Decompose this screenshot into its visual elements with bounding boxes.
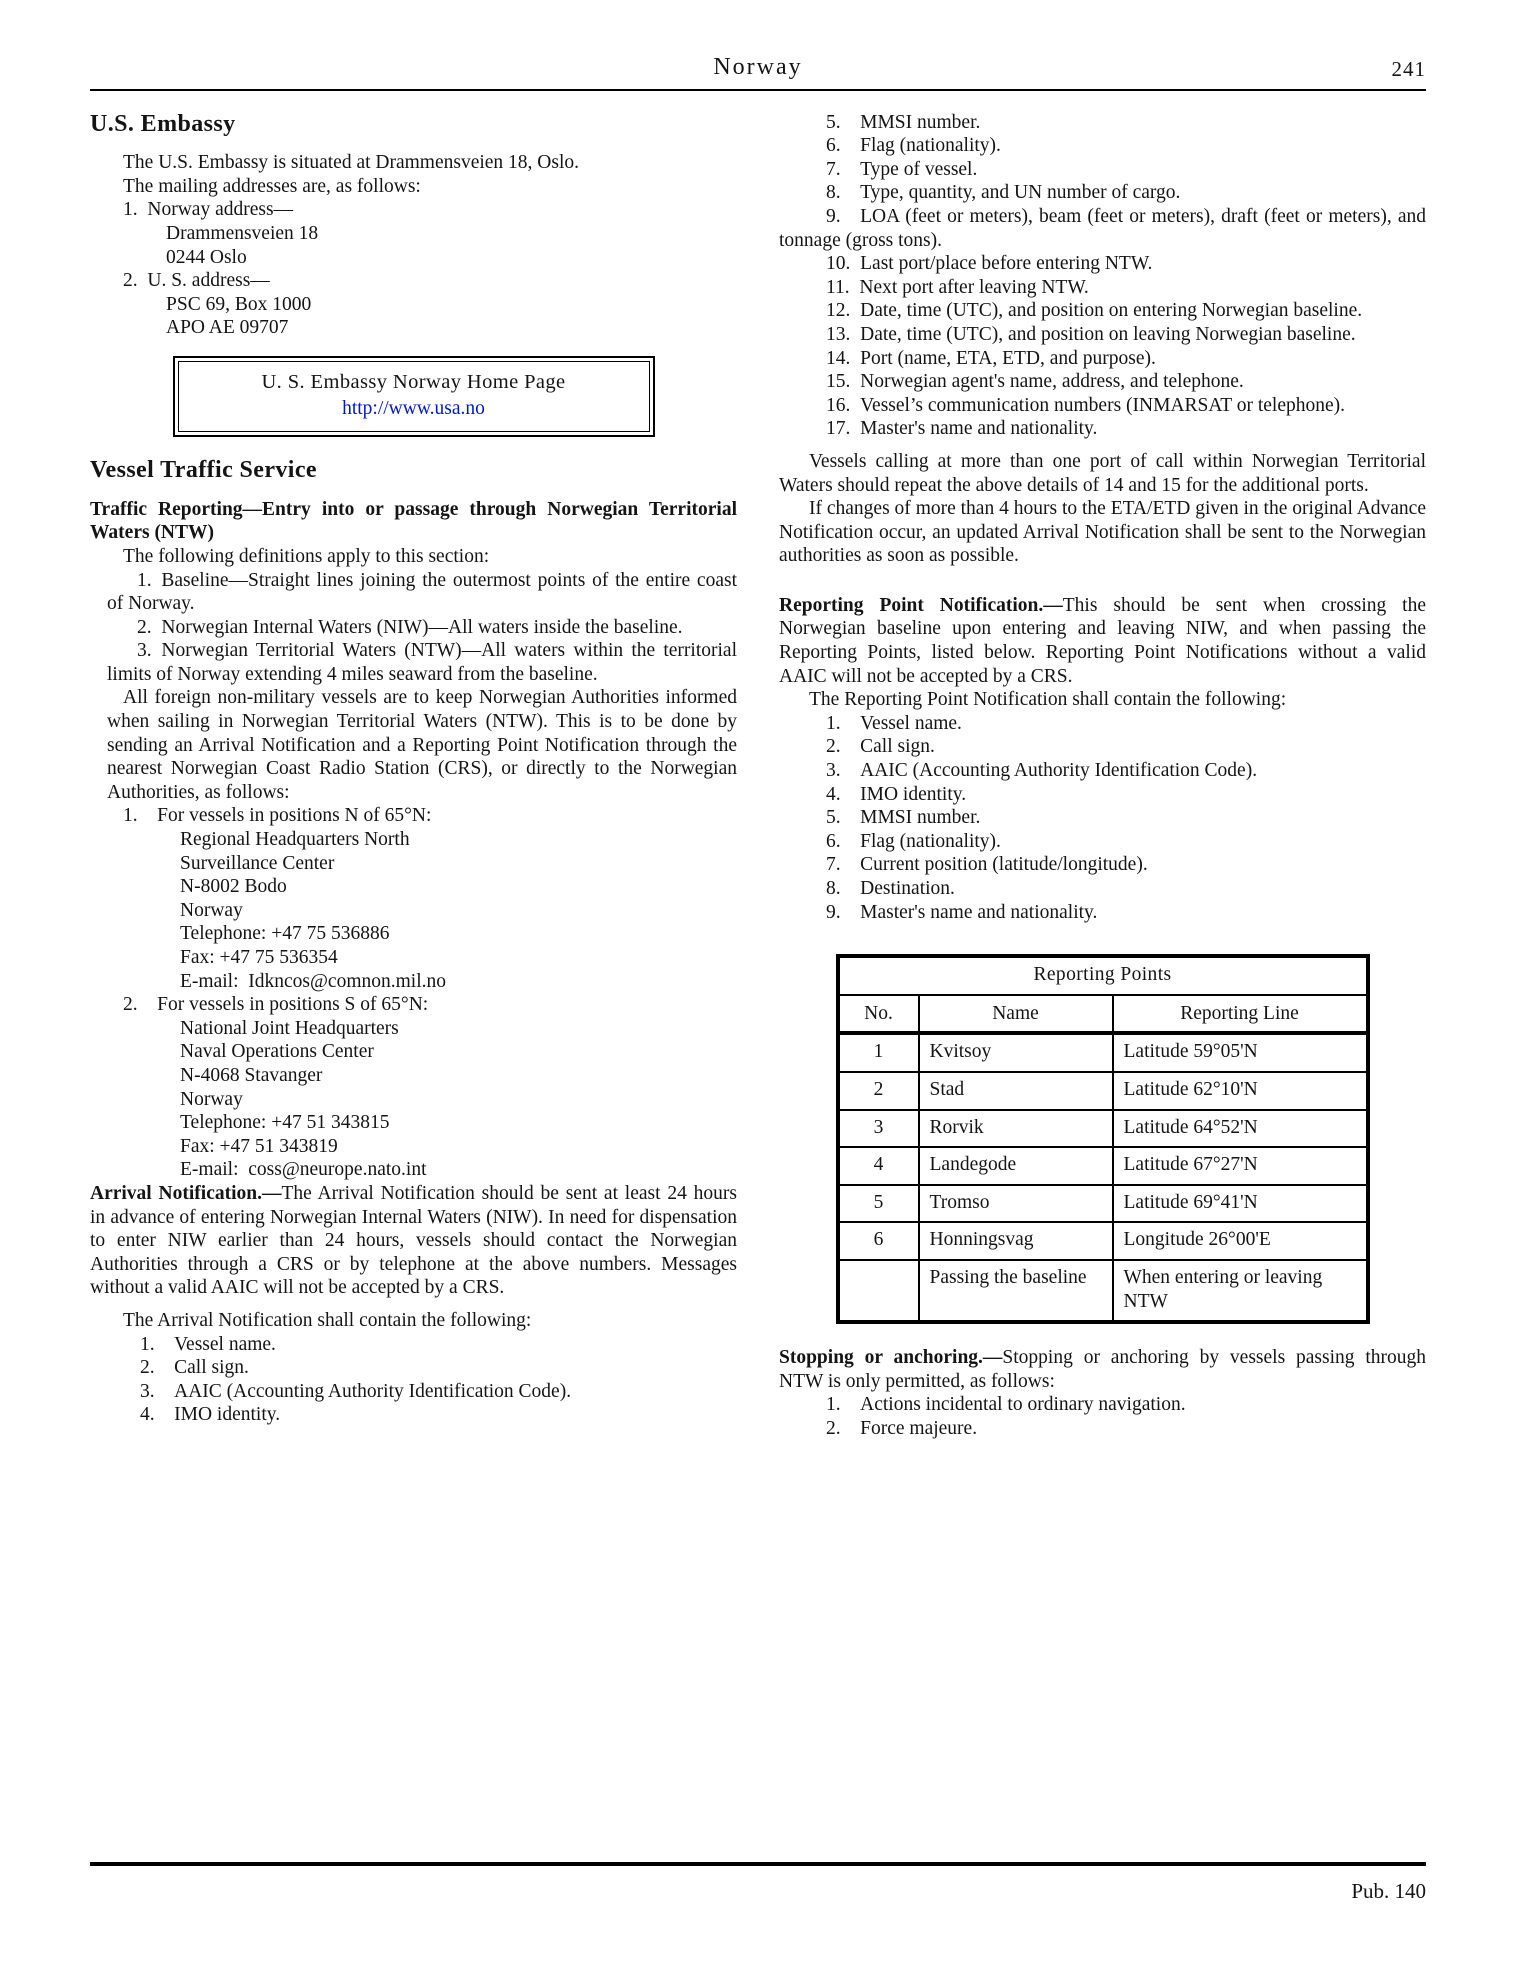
- page-header: [90, 56, 1426, 80]
- footer-publication-number: Pub. 140: [1351, 1879, 1426, 1903]
- embassy-homepage-box: [173, 356, 655, 437]
- embassy-address1-line: 0244 Oslo: [166, 246, 247, 268]
- embassy-heading: U.S. Embassy: [90, 110, 236, 137]
- page-number: 241: [1391, 57, 1426, 81]
- cell-no: 2: [838, 1072, 919, 1110]
- cell-reporting-line: Latitude 59°05'N: [1113, 1033, 1368, 1072]
- stopping-item: 1. Actions incidental to ordinary navigation.: [826, 1394, 1186, 1416]
- contact-south-line: Fax: +47 51 343819: [180, 1135, 338, 1157]
- reporting-point-item: 4. IMO identity.: [826, 783, 967, 805]
- arrival-item: 15. Norwegian agent's name, address, and telephone.: [826, 371, 1244, 393]
- reporting-point-text: This should be sent when crossing the Norwegian baseline upon entering and leaving NIW, and when passing the Reporting Points, listed below. Reporting Point Notifications without a valid AAIC will not be accepted by a CRS.: [779, 594, 1427, 687]
- embassy-address2-label: 2. U. S. address—: [123, 270, 270, 292]
- cell-no: 1: [838, 1033, 919, 1072]
- reporting-point-item: 9. Master's name and nationality.: [826, 901, 1098, 923]
- reporting-point-item: 6. Flag (nationality).: [826, 830, 1001, 852]
- arrival-notification-lead: Arrival Notification.—: [90, 1182, 282, 1204]
- cell-reporting-line: Longitude 26°00'E: [1113, 1222, 1368, 1260]
- reporting-points-table: [836, 954, 1370, 1324]
- arrival-item: 17. Master's name and nationality.: [826, 418, 1098, 440]
- cell-reporting-line: Latitude 62°10'N: [1113, 1072, 1368, 1110]
- reporting-point-lead: Reporting Point Notification.—: [779, 594, 1063, 616]
- cell-reporting-line: When entering or leaving NTW: [1113, 1260, 1368, 1322]
- arrival-item: 13. Date, time (UTC), and position on leaving Norwegian baseline.: [826, 323, 1356, 345]
- cell-no: 3: [838, 1110, 919, 1148]
- reporting-points-table-title: Reporting Points: [838, 956, 1368, 995]
- table-title-row: [838, 956, 1368, 995]
- arrival-item: 1. Vessel name.: [140, 1333, 276, 1355]
- contact-south-line: Norway: [180, 1088, 243, 1110]
- arrival-item: 12. Date, time (UTC), and position on entering Norwegian baseline.: [826, 300, 1363, 322]
- arrival-item: 2. Call sign.: [140, 1357, 249, 1379]
- table-header-row: [838, 995, 1368, 1034]
- embassy-homepage-box-inner: [178, 361, 650, 432]
- arrival-item: 4. IMO identity.: [140, 1404, 281, 1426]
- stopping-item: 2. Force majeure.: [826, 1417, 978, 1439]
- embassy-intro-line2: The mailing addresses are, as follows:: [123, 175, 421, 197]
- table-row: [838, 1185, 1368, 1223]
- stopping-text: Stopping or anchoring by vessels passing through NTW is only permitted, as follows:: [779, 1347, 1426, 1392]
- stopping-para: [779, 1346, 1426, 1393]
- arrival-item: 5. MMSI number.: [826, 111, 981, 133]
- contact-north-email: E-mail: Idkncos@comnon.mil.no: [180, 970, 447, 992]
- arrival-item: 10. Last port/place before entering NTW.: [826, 253, 1153, 275]
- vts-heading: Vessel Traffic Service: [90, 457, 317, 484]
- table-row: [838, 1072, 1368, 1110]
- cell-name: Stad: [919, 1072, 1113, 1110]
- arrival-item: 16. Vessel’s communication numbers (INMARSAT or telephone).: [826, 394, 1346, 416]
- stopping-lead: Stopping or anchoring.—: [779, 1347, 1003, 1369]
- cell-name: Kvitsoy: [919, 1033, 1113, 1072]
- table-row: [838, 1147, 1368, 1185]
- vts-general-para: All foreign non-military vessels are to keep Norwegian Authorities informed when sailing in Norwegian Territorial Waters (NTW). This is to be done by sending an Arrival Notification and a Reporting Point Notification through the nearest Norwegian Coast Radio Station (CRS), or directly to the Norwegian Authorities, as follows:: [107, 687, 737, 803]
- arrival-item: 8. Type, quantity, and UN number of cargo.: [826, 182, 1181, 204]
- contact-south-line: Telephone: +47 51 343815: [180, 1112, 390, 1134]
- reporting-point-item: 7. Current position (latitude/longitude).: [826, 854, 1148, 876]
- reporting-point-contains-intro: The Reporting Point Notification shall contain the following:: [809, 689, 1287, 711]
- contact-north-line: Surveillance Center: [180, 852, 335, 874]
- contact-south-line: N-4068 Stavanger: [180, 1064, 323, 1086]
- cell-no: 6: [838, 1222, 919, 1260]
- contact-north-label: 1. For vessels in positions N of 65°N:: [123, 805, 432, 827]
- cell-name: Honningsvag: [919, 1222, 1113, 1260]
- cell-reporting-line: Latitude 64°52'N: [1113, 1110, 1368, 1148]
- traffic-reporting-heading: Traffic Reporting—Entry into or passage through Norwegian Territorial Waters (NTW): [90, 498, 737, 544]
- reporting-point-item: 3. AAIC (Accounting Authority Identification Code).: [826, 760, 1258, 782]
- reporting-point-item: 8. Destination.: [826, 878, 955, 899]
- header-rule: [90, 89, 1426, 91]
- embassy-address2-line: PSC 69, Box 1000: [166, 293, 312, 315]
- contact-north-line: Telephone: +47 75 536886: [180, 923, 390, 945]
- arrival-item: 14. Port (name, ETA, ETD, and purpose).: [826, 347, 1156, 369]
- table-row: [838, 1260, 1368, 1322]
- arrival-item: 9. LOA (feet or meters), beam (feet or meters), draft (feet or meters), and tonnage (gross tons).: [779, 205, 1426, 251]
- contact-south-line: National Joint Headquarters: [180, 1017, 399, 1039]
- table-row: [838, 1222, 1368, 1260]
- table-header-name: Name: [919, 995, 1113, 1034]
- cell-no: [838, 1260, 919, 1322]
- definition-item: 1. Baseline—Straight lines joining the outermost points of the entire coast of Norway.: [107, 569, 737, 615]
- contact-south-line: Naval Operations Center: [180, 1041, 374, 1063]
- arrival-item: 11. Next port after leaving NTW.: [826, 276, 1089, 298]
- definitions-intro: The following definitions apply to this section:: [123, 545, 490, 567]
- embassy-homepage-title: U. S. Embassy Norway Home Page: [261, 370, 566, 393]
- embassy-intro-line1: The U.S. Embassy is situated at Drammensveien 18, Oslo.: [123, 152, 580, 174]
- reporting-point-item: 2. Call sign.: [826, 736, 935, 758]
- contact-north-line: Norway: [180, 899, 243, 921]
- cell-reporting-line: Latitude 67°27'N: [1113, 1147, 1368, 1185]
- content-columns: [90, 111, 1426, 1441]
- reporting-point-para: [779, 594, 1426, 688]
- right-column: [779, 111, 1426, 1441]
- table-row: [838, 1033, 1368, 1072]
- left-column: [90, 111, 737, 1441]
- cell-name: Landegode: [919, 1147, 1113, 1185]
- header-title: Norway: [713, 54, 803, 80]
- arrival-notification-text: The Arrival Notification should be sent at least 24 hours in advance of entering Norwegian Internal Waters (NIW). In need for dispensation to enter NIW earlier than 24 hours, vessels should contact the Norwegian Authorities through a CRS or by telephone at the above numbers. Messages without a valid AAIC will not be accepted by a CRS.: [90, 1182, 737, 1299]
- eta-changes-para: If changes of more than 4 hours to the ETA/ETD given in the original Advance Notification occur, an updated Arrival Notification shall be sent to the Norwegian authorities as soon as possible.: [779, 498, 1426, 567]
- table-header-no: No.: [838, 995, 919, 1034]
- embassy-address1-label: 1. Norway address—: [123, 199, 294, 221]
- cell-no: 4: [838, 1147, 919, 1185]
- embassy-address2-line: APO AE 09707: [166, 317, 289, 339]
- contact-north-line: N-8002 Bodo: [180, 876, 287, 898]
- contact-north-line: Fax: +47 75 536354: [180, 947, 338, 968]
- reporting-point-item: 5. MMSI number.: [826, 807, 981, 829]
- arrival-item: 3. AAIC (Accounting Authority Identification Code).: [140, 1380, 572, 1402]
- cell-name: Tromso: [919, 1185, 1113, 1223]
- definition-item: 3. Norwegian Territorial Waters (NTW)—All waters within the territorial limits of Norway extending 4 miles seaward from the baseline.: [107, 640, 737, 685]
- cell-reporting-line: Latitude 69°41'N: [1113, 1185, 1368, 1223]
- arrival-notification-para: [90, 1182, 737, 1300]
- cell-name: Passing the baseline: [919, 1260, 1113, 1322]
- arrival-item: 6. Flag (nationality).: [826, 135, 1001, 157]
- footer-rule: [90, 1862, 1426, 1866]
- contact-south-email: E-mail: coss@neurope.nato.int: [180, 1159, 427, 1181]
- table-row: [838, 1110, 1368, 1148]
- embassy-address1-line: Drammensveien 18: [166, 222, 319, 244]
- cell-no: 5: [838, 1185, 919, 1223]
- reporting-point-item: 1. Vessel name.: [826, 712, 962, 734]
- more-ports-para: Vessels calling at more than one port of call within Norwegian Territorial Waters should repeat the above details of 14 and 15 for the additional ports.: [779, 450, 1426, 496]
- cell-name: Rorvik: [919, 1110, 1113, 1148]
- contact-south-label: 2. For vessels in positions S of 65°N:: [123, 994, 429, 1016]
- definition-item: 2. Norwegian Internal Waters (NIW)—All waters inside the baseline.: [137, 616, 683, 638]
- embassy-homepage-link[interactable]: http://www.usa.no: [342, 397, 485, 419]
- arrival-item: 7. Type of vessel.: [826, 158, 978, 180]
- table-header-reporting-line: Reporting Line: [1113, 995, 1368, 1034]
- arrival-contains-intro: The Arrival Notification shall contain the following:: [123, 1309, 532, 1331]
- contact-north-line: Regional Headquarters North: [180, 829, 410, 851]
